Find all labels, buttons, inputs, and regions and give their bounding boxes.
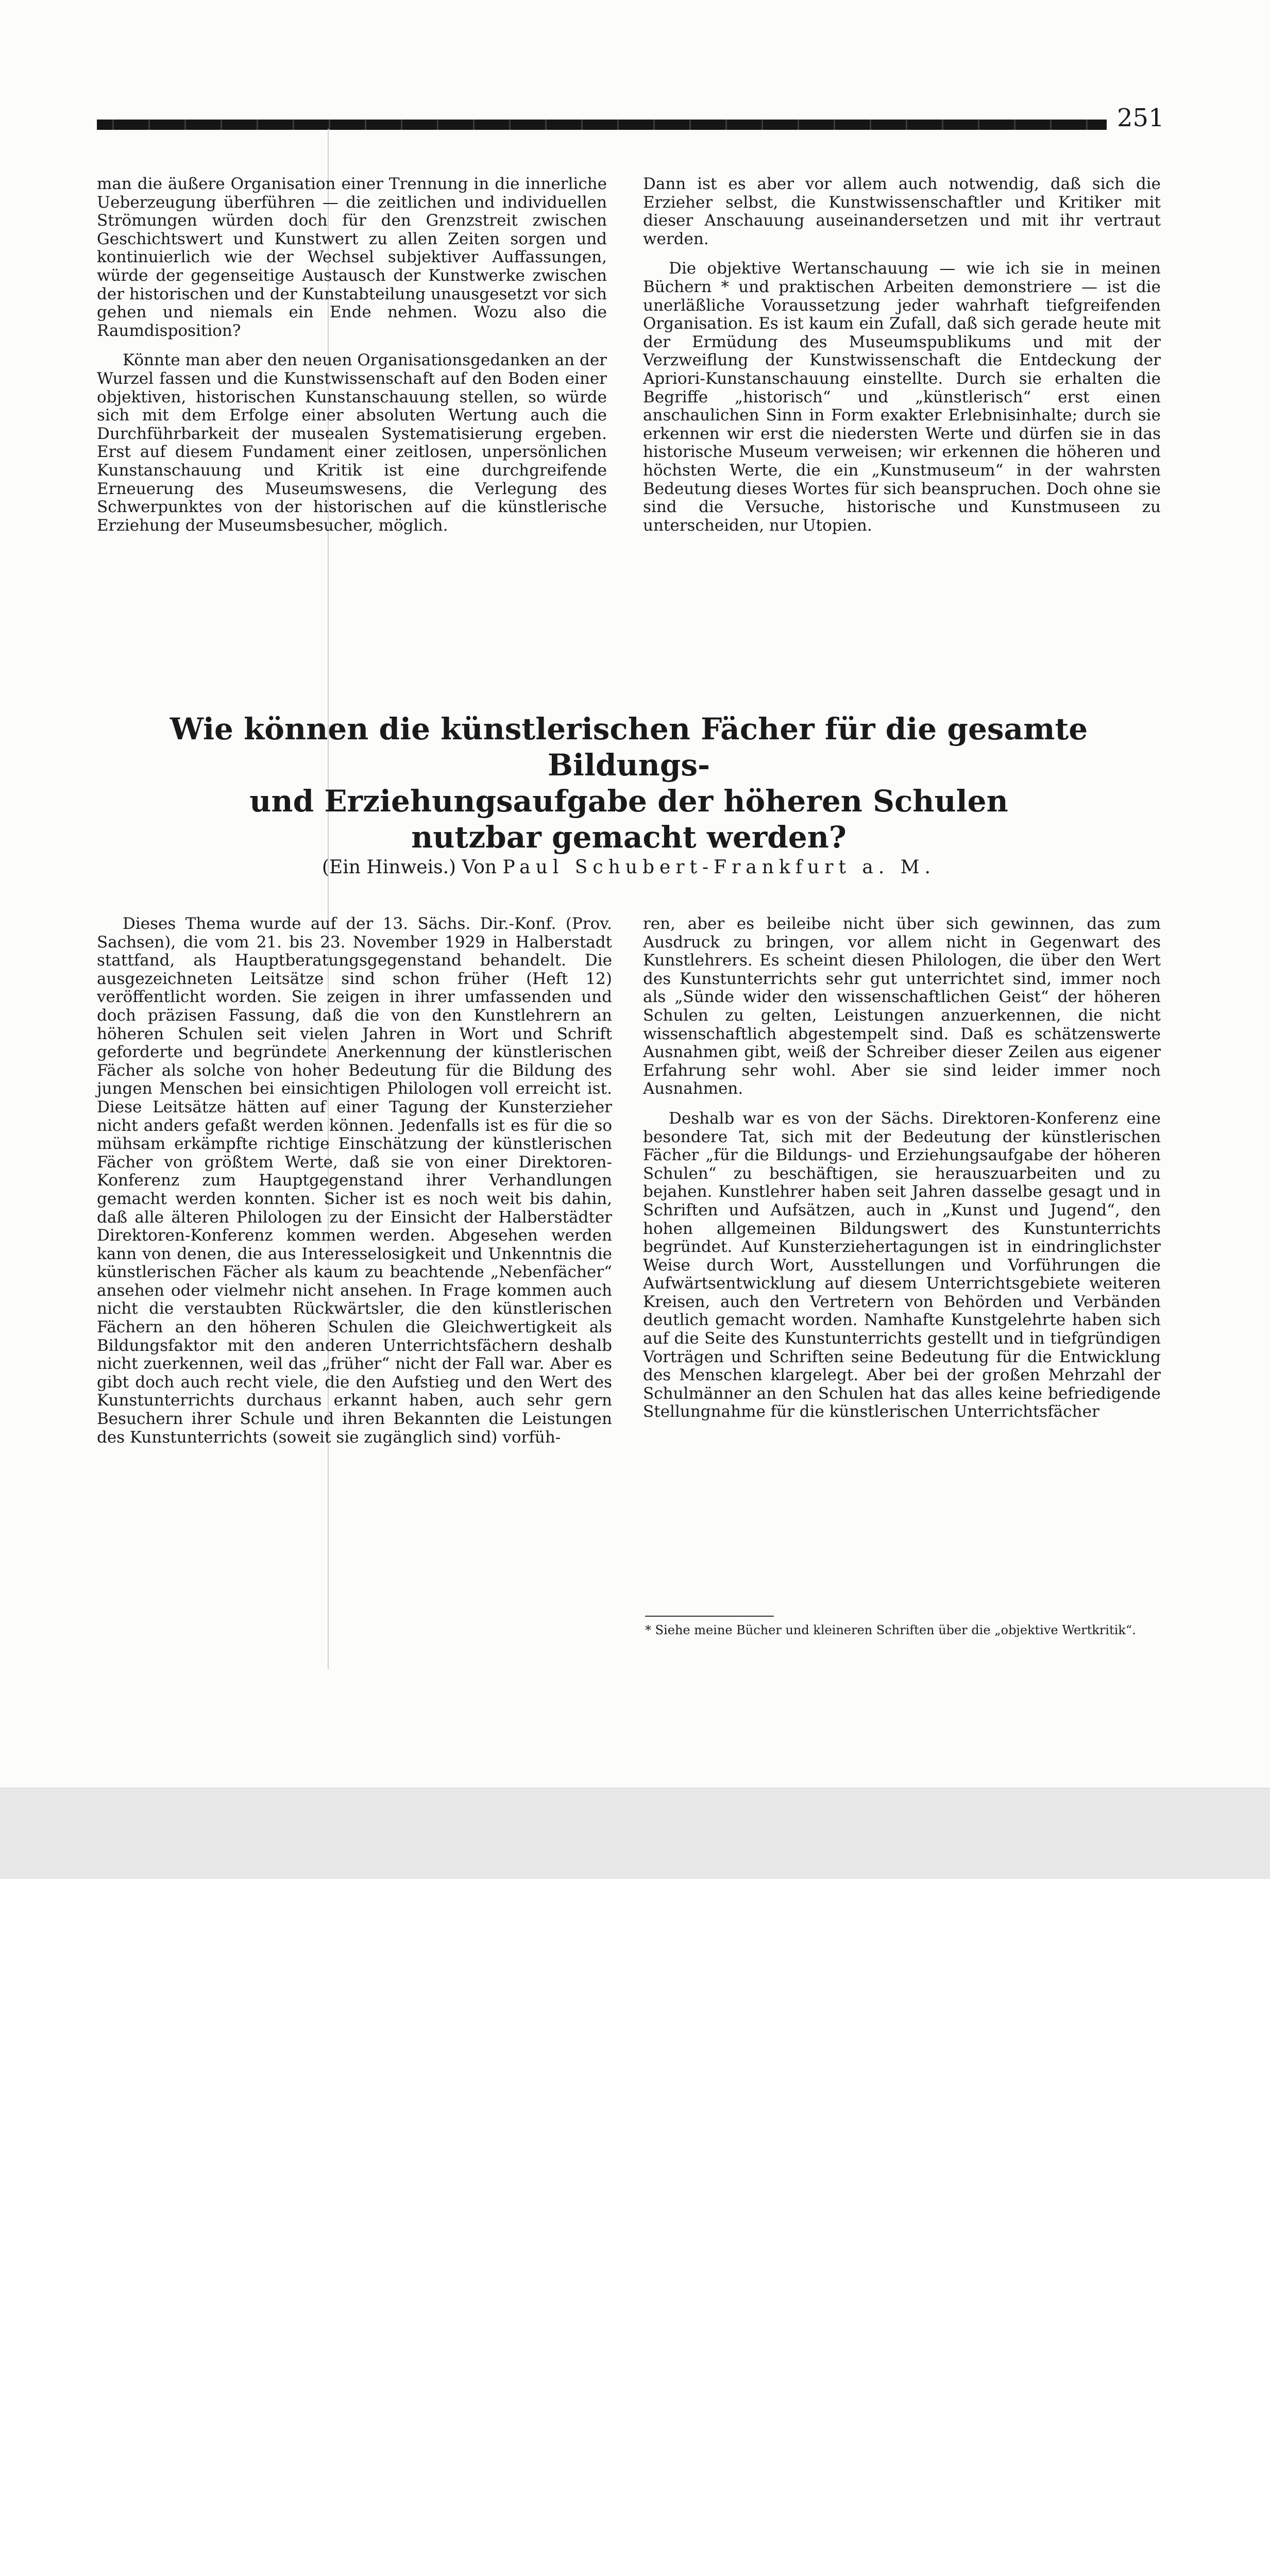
paragraph: Die objektive Wertanschauung — wie ich sie in meinen Büchern * und praktischen Arbeiten demonstriere — ist die unerläßliche Voraussetzung jeder wahrhaft tiefgreifenden Organisation. Es ist kaum ein Zufall, daß sich gerade heute mit der Ermüdung des Museumspublikums und mit der Verzweiflung der Kunstwissenschaft die Entdeckung der Apriori-Kunstanschauung einstellte. Durch sie erhalten die Begriffe „historisch“ und „künstlerisch“ erst einen anschaulichen Sinn in Form exakter Erlebnisinhalte; durch sie erkennen wir erst die niedersten Werte und dürfen sie in das historische Museum verweisen; wir erkennen die höheren und höchsten Werte, die ein „Kunstmuseum“ in der wahrsten Bedeutung dieses Wortes für sich beanspruchen. Doch ohne sie sind die Versuche, historische und Kunstmuseen zu unterscheiden, nur Utopien. [643, 259, 1161, 535]
heading-line: Wie können die künstlerischen Fächer für die gesamte Bildungs- [170, 711, 1088, 783]
byline-author: Paul Schubert-Frankfurt a. M. [502, 857, 936, 878]
heading-line: nutzbar gemacht werden? [411, 820, 846, 855]
top-right-column [643, 175, 1161, 649]
heading-line: und Erziehungsaufgabe der höheren Schulen [249, 784, 1008, 819]
header-rule [97, 120, 1107, 130]
top-left-column [97, 175, 607, 649]
bottom-right-column [643, 915, 1161, 1616]
article-heading [97, 711, 1161, 855]
bottom-left-column [97, 915, 612, 1659]
paragraph: Könnte man aber den neuen Organisationsgedanken an der Wurzel fassen und die Kunstwissenschaft auf den Boden einer objektiven, historischen Kunstanschauung stellen, so würde sich mit dem Erfolge einer absoluten Wertung auch die Durchführbarkeit der musealen Systematisierung ergeben. Erst auf diesem Fundament einer zeitlosen, unpersönlichen Kunstanschauung und Kritik ist eine durchgreifende Erneuerung des Museumswesens, die Verlegung des Schwerpunktes von der historischen auf die künstlerische Erziehung der Museumsbesucher, möglich. [97, 351, 607, 535]
paragraph: Deshalb war es von der Sächs. Direktoren-Konferenz eine besondere Tat, sich mit der Bedeutung der künstlerischen Fächer „für die Bildungs- und Erziehungsaufgabe der höheren Schulen“ zu beschäftigen, sie herauszuarbeiten und zu bejahen. Kunstlehrer haben seit Jahren dasselbe gesagt und in Schriften und Aufsätzen, auch in „Kunst und Jugend“, den hohen allgemeinen Bildungswert des Kunstunterrichts begründet. Auf Kunsterziehertagungen ist in eindringlichster Weise durch Wort, Ausstellungen und Vorführungen die Aufwärtsentwicklung auf diesem Unterrichtsgebiete weiteren Kreisen, auch den Vertretern von Behörden und Verbänden deutlich gemacht worden. Namhafte Kunstgelehrte haben sich auf die Seite des Kunstunterrichts gestellt und in tiefgründigen Vorträgen und Schriften seine Bedeutung für die Entwicklung des Menschen klargelegt. Aber bei der großen Mehrzahl der Schulmänner an den Schulen hat das alles keine befriedigende Stellungnahme für die künstlerischen Unterrichtsfächer [643, 1109, 1161, 1421]
paragraph: man die äußere Organisation einer Trennung in die innerliche Ueberzeugung überführen — die zeitlichen und individuellen Strömungen würden doch für den Grenzstreit zwischen Geschichtswert und Kunstwert zu allen Zeiten sorgen und kontinuierlich wie der Wechsel subjektiver Auffassungen, würde der gegenseitige Austausch der Kunstwerke zwischen der historischen und der Kunstabteilung unausgesetzt vor sich gehen und niemals ein Ende nehmen. Wozu also die Raumdisposition? [97, 175, 607, 340]
byline-prefix: (Ein Hinweis.) Von [321, 857, 497, 878]
byline [97, 856, 1161, 879]
footnote: * Siehe meine Bücher und kleineren Schriften über die „objektive Wertkritik“. [645, 1623, 1136, 1637]
page-number: 251 [1117, 104, 1164, 132]
paragraph: Dieses Thema wurde auf der 13. Sächs. Dir.-Konf. (Prov. Sachsen), die vom 21. bis 23. November 1929 in Halberstadt stattfand, als Hauptberatungsgegenstand behandelt. Die ausgezeichneten Leitsätze sind schon früher (Heft 12) veröffentlicht worden. Sie zeigen in ihrer umfassenden und doch präzisen Fassung, daß die von den Kunstlehrern an höheren Schulen seit vielen Jahren in Wort und Schrift geforderte und begründete Anerkennung der künstlerischen Fächer als solche von hoher Bedeutung für die Bildung des jungen Menschen bei einsichtigen Philologen voll erreicht ist. Diese Leitsätze hätten auf einer Tagung der Kunsterzieher nicht anders gefaßt werden können. Jedenfalls ist es für die so mühsam erkämpfte richtige Einschätzung der künstlerischen Fächer von größtem Werte, daß sie von einer Direktoren-Konferenz zum Hauptgegenstand ihrer Verhandlungen gemacht werden konnten. Sicher ist es noch weit bis dahin, daß alle älteren Philologen zu der Einsicht der Halberstädter Direktoren-Konferenz kommen werden. Abgesehen werden kann von denen, die aus Interesselosigkeit und Unkenntnis die künstlerischen Fächer als kaum zu beachtende „Nebenfächer“ ansehen oder vielmehr nicht ansehen. In Frage kommen auch nicht die verstaubten Rückwärtsler, die den künstlerischen Fächern an den höheren Schulen die Gleichwertigkeit als Bildungsfaktor mit den anderen Unterrichtsfächern deshalb nicht zuerkennen, weil das „früher“ nicht der Fall war. Aber es gibt doch auch recht viele, die den Aufstieg und den Wert des Kunstunterrichts durchaus erkannt haben, auch sehr gern Besuchern ihrer Schule und ihren Bekannten die Leistungen des Kunstunterrichts (soweit sie zugänglich sind) vorfüh- [97, 914, 612, 1447]
paragraph: Dann ist es aber vor allem auch notwendig, daß sich die Erzieher selbst, die Kunstwissenschaftler und Kritiker mit dieser Anschauung auseinandersetzen und mit ihr vertraut werden. [643, 175, 1161, 248]
footnote-rule [645, 1616, 774, 1617]
paragraph: ren, aber es beileibe nicht über sich gewinnen, das zum Ausdruck zu bringen, vor allem nicht in Gegenwart des Kunstlehrers. Es scheint diesen Philologen, die über den Wert des Kunstunterrichts sehr gut unterrichtet sind, immer noch als „Sünde wider den wissenschaftlichen Geist“ der höheren Schulen zu gelten, Leistungen anzuerkennen, die nicht wissenschaftlich abgestempelt sind. Daß es schätzenswerte Ausnahmen gibt, weiß der Schreiber dieser Zeilen aus eigener Erfahrung sehr wohl. Aber sie sind leider immer noch Ausnahmen. [643, 914, 1161, 1098]
viewer-footer [0, 1788, 1270, 1879]
